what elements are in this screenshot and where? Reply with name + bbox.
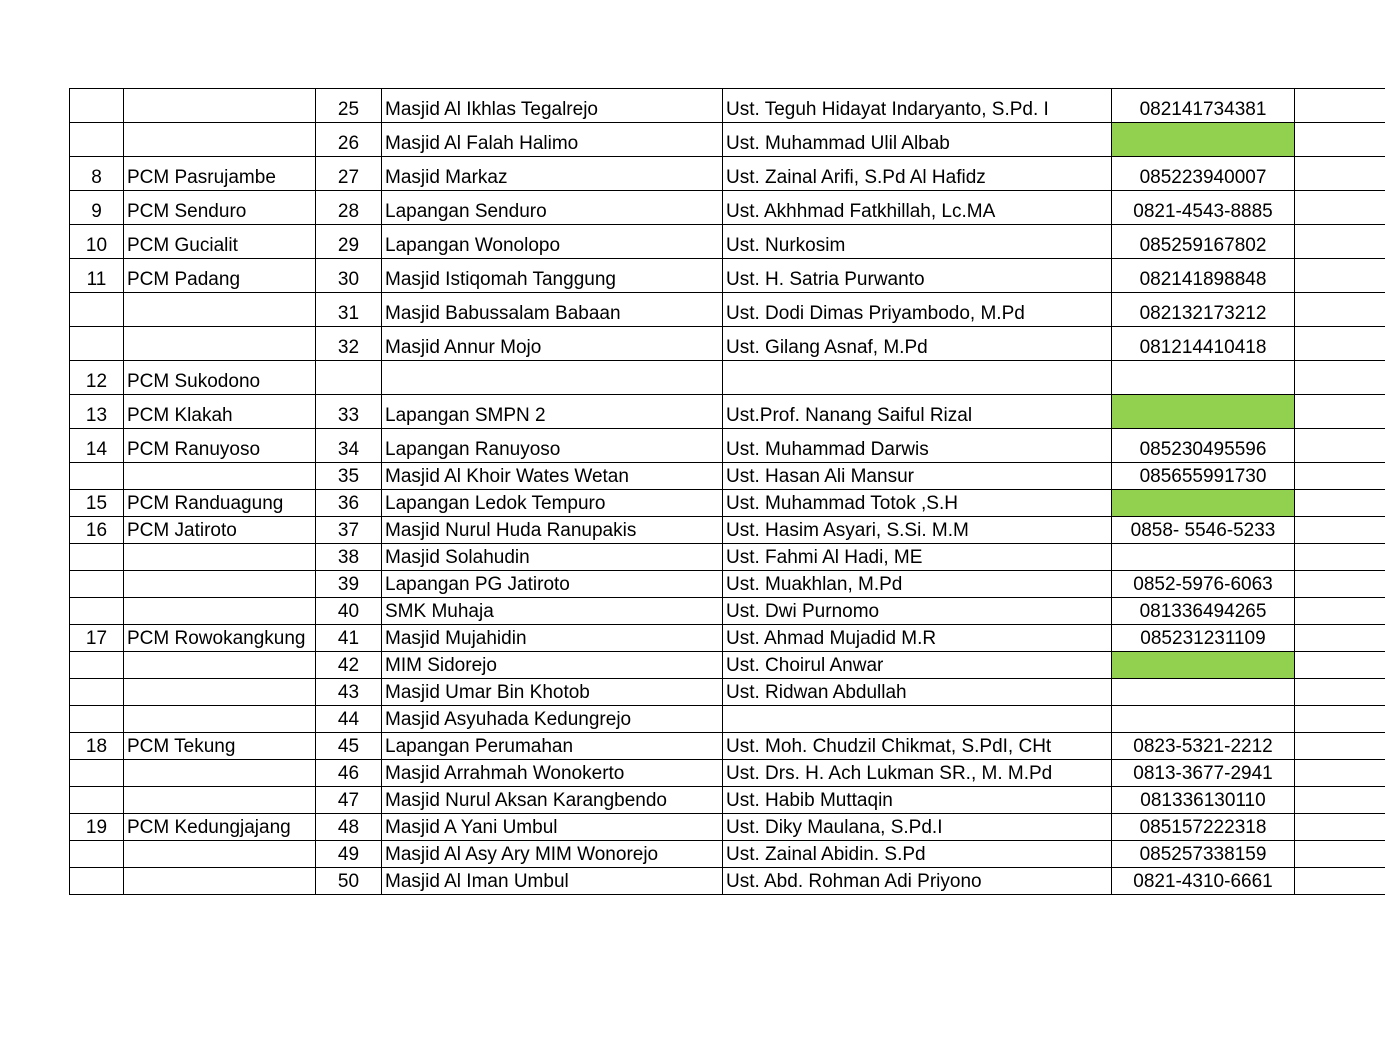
table-row [70,490,1385,517]
phone-cell: 082141898848 [1112,259,1295,293]
phone-cell: 085157222318 [1112,814,1295,841]
pcm-number-cell [70,463,124,490]
speaker-cell: Ust. Hasim Asyari, S.Si. M.M [723,517,1112,544]
phone-cell: 081336130110 [1112,787,1295,814]
pcm-name-cell: PCM Sukodono [124,361,316,395]
empty-cell [1295,733,1385,760]
location-cell: Lapangan Senduro [382,191,723,225]
phone-cell [1112,544,1295,571]
empty-cell [1295,327,1385,361]
location-cell: Masjid Umar Bin Khotob [382,679,723,706]
location-number-cell: 30 [316,259,382,293]
pcm-number-cell [70,841,124,868]
speaker-cell: Ust. Muhammad Totok ,S.H [723,490,1112,517]
speaker-cell: Ust. Drs. H. Ach Lukman SR., M. M.Pd [723,760,1112,787]
empty-cell [1295,293,1385,327]
empty-cell [1295,259,1385,293]
location-cell: Masjid Mujahidin [382,625,723,652]
empty-cell [1295,868,1385,895]
empty-cell [1295,517,1385,544]
phone-cell [1112,395,1295,429]
location-cell: Lapangan Wonolopo [382,225,723,259]
phone-cell: 0823-5321-2212 [1112,733,1295,760]
pcm-name-cell: PCM Randuagung [124,490,316,517]
location-number-cell: 42 [316,652,382,679]
speaker-cell: Ust.Prof. Nanang Saiful Rizal [723,395,1112,429]
pcm-name-cell [124,679,316,706]
empty-cell [1295,395,1385,429]
speaker-cell: Ust. Abd. Rohman Adi Priyono [723,868,1112,895]
location-number-cell: 32 [316,327,382,361]
location-number-cell: 47 [316,787,382,814]
pcm-number-cell: 11 [70,259,124,293]
pcm-number-cell [70,652,124,679]
pcm-number-cell: 15 [70,490,124,517]
speaker-cell: Ust. Dodi Dimas Priyambodo, M.Pd [723,293,1112,327]
pcm-name-cell [124,544,316,571]
location-cell: Masjid Asyuhada Kedungrejo [382,706,723,733]
pcm-number-cell [70,679,124,706]
table-row [70,293,1385,327]
table-row [70,760,1385,787]
speaker-cell: Ust. Teguh Hidayat Indaryanto, S.Pd. I [723,89,1112,123]
location-cell: Lapangan Ranuyoso [382,429,723,463]
table-row [70,429,1385,463]
location-number-cell: 33 [316,395,382,429]
speaker-cell: Ust. Dwi Purnomo [723,598,1112,625]
phone-cell: 082132173212 [1112,293,1295,327]
phone-cell: 0852-5976-6063 [1112,571,1295,598]
location-cell: SMK Muhaja [382,598,723,625]
empty-cell [1295,463,1385,490]
location-cell: MIM Sidorejo [382,652,723,679]
speaker-cell: Ust. Akhhmad Fatkhillah, Lc.MA [723,191,1112,225]
pcm-number-cell [70,787,124,814]
location-cell: Masjid Al Iman Umbul [382,868,723,895]
location-cell: Masjid A Yani Umbul [382,814,723,841]
location-cell: Lapangan SMPN 2 [382,395,723,429]
table-row [70,679,1385,706]
table-row [70,225,1385,259]
pcm-name-cell [124,787,316,814]
pcm-name-cell: PCM Tekung [124,733,316,760]
pcm-number-cell: 10 [70,225,124,259]
phone-cell [1112,679,1295,706]
empty-cell [1295,841,1385,868]
pcm-number-cell [70,293,124,327]
table-row [70,706,1385,733]
table-row [70,733,1385,760]
pcm-number-cell [70,571,124,598]
pcm-number-cell [70,598,124,625]
location-number-cell: 46 [316,760,382,787]
table-row [70,787,1385,814]
pcm-number-cell [70,760,124,787]
schedule-table [69,88,1385,895]
phone-cell [1112,706,1295,733]
pcm-name-cell: PCM Ranuyoso [124,429,316,463]
location-number-cell: 34 [316,429,382,463]
phone-cell: 085231231109 [1112,625,1295,652]
empty-cell [1295,706,1385,733]
location-number-cell: 39 [316,571,382,598]
location-number-cell: 37 [316,517,382,544]
pcm-number-cell: 12 [70,361,124,395]
speaker-cell: Ust. Muhammad Darwis [723,429,1112,463]
pcm-number-cell [70,868,124,895]
phone-cell [1112,361,1295,395]
location-number-cell: 36 [316,490,382,517]
empty-cell [1295,571,1385,598]
location-number-cell: 50 [316,868,382,895]
phone-cell: 085230495596 [1112,429,1295,463]
location-number-cell [316,361,382,395]
table-row [70,598,1385,625]
location-cell: Masjid Solahudin [382,544,723,571]
pcm-number-cell: 17 [70,625,124,652]
pcm-name-cell [124,571,316,598]
speaker-cell: Ust. Muhammad Ulil Albab [723,123,1112,157]
phone-cell [1112,490,1295,517]
empty-cell [1295,123,1385,157]
empty-cell [1295,652,1385,679]
phone-cell: 0858- 5546-5233 [1112,517,1295,544]
empty-cell [1295,157,1385,191]
empty-cell [1295,544,1385,571]
location-number-cell: 41 [316,625,382,652]
location-number-cell: 29 [316,225,382,259]
table-row [70,814,1385,841]
pcm-number-cell: 13 [70,395,124,429]
location-number-cell: 43 [316,679,382,706]
location-cell: Masjid Arrahmah Wonokerto [382,760,723,787]
speaker-cell: Ust. Diky Maulana, S.Pd.I [723,814,1112,841]
phone-cell: 0821-4310-6661 [1112,868,1295,895]
location-number-cell: 27 [316,157,382,191]
location-cell: Masjid Al Asy Ary MIM Wonorejo [382,841,723,868]
table-row [70,841,1385,868]
pcm-number-cell: 8 [70,157,124,191]
pcm-name-cell [124,598,316,625]
table-row [70,259,1385,293]
pcm-name-cell [124,760,316,787]
location-cell: Masjid Al Falah Halimo [382,123,723,157]
phone-cell: 0813-3677-2941 [1112,760,1295,787]
pcm-number-cell: 18 [70,733,124,760]
pcm-name-cell: PCM Rowokangkung [124,625,316,652]
empty-cell [1295,361,1385,395]
pcm-name-cell: PCM Gucialit [124,225,316,259]
speaker-cell: Ust. Ridwan Abdullah [723,679,1112,706]
location-number-cell: 31 [316,293,382,327]
location-number-cell: 40 [316,598,382,625]
location-number-cell: 45 [316,733,382,760]
location-cell: Masjid Nurul Huda Ranupakis [382,517,723,544]
location-number-cell: 26 [316,123,382,157]
pcm-name-cell: PCM Pasrujambe [124,157,316,191]
speaker-cell: Ust. Fahmi Al Hadi, ME [723,544,1112,571]
location-cell: Masjid Babussalam Babaan [382,293,723,327]
table-row [70,395,1385,429]
speaker-cell: Ust. Gilang Asnaf, M.Pd [723,327,1112,361]
empty-cell [1295,760,1385,787]
table-row [70,123,1385,157]
location-number-cell: 25 [316,89,382,123]
pcm-name-cell: PCM Padang [124,259,316,293]
location-number-cell: 38 [316,544,382,571]
pcm-name-cell [124,327,316,361]
location-number-cell: 49 [316,841,382,868]
table-row [70,517,1385,544]
pcm-name-cell: PCM Jatiroto [124,517,316,544]
location-cell: Masjid Markaz [382,157,723,191]
table-row [70,463,1385,490]
pcm-name-cell [124,89,316,123]
pcm-number-cell: 19 [70,814,124,841]
location-cell [382,361,723,395]
location-cell: Lapangan Perumahan [382,733,723,760]
table-row [70,157,1385,191]
table-row [70,625,1385,652]
location-number-cell: 28 [316,191,382,225]
speaker-cell: Ust. H. Satria Purwanto [723,259,1112,293]
pcm-number-cell: 14 [70,429,124,463]
table-row [70,191,1385,225]
empty-cell [1295,679,1385,706]
table-row [70,571,1385,598]
empty-cell [1295,225,1385,259]
speaker-cell [723,706,1112,733]
table-row [70,868,1385,895]
pcm-name-cell [124,652,316,679]
pcm-name-cell [124,293,316,327]
location-number-cell: 35 [316,463,382,490]
location-number-cell: 44 [316,706,382,733]
phone-cell: 081214410418 [1112,327,1295,361]
speaker-cell: Ust. Hasan Ali Mansur [723,463,1112,490]
location-cell: Masjid Nurul Aksan Karangbendo [382,787,723,814]
pcm-name-cell [124,868,316,895]
pcm-name-cell: PCM Kedungjajang [124,814,316,841]
pcm-name-cell [124,123,316,157]
speaker-cell: Ust. Habib Muttaqin [723,787,1112,814]
speaker-cell: Ust. Nurkosim [723,225,1112,259]
empty-cell [1295,191,1385,225]
empty-cell [1295,787,1385,814]
empty-cell [1295,814,1385,841]
pcm-name-cell: PCM Klakah [124,395,316,429]
table-row [70,652,1385,679]
speaker-cell: Ust. Choirul Anwar [723,652,1112,679]
phone-cell [1112,652,1295,679]
empty-cell [1295,429,1385,463]
schedule-table-body [70,89,1385,895]
location-cell: Lapangan Ledok Tempuro [382,490,723,517]
speaker-cell: Ust. Moh. Chudzil Chikmat, S.PdI, CHt [723,733,1112,760]
phone-cell: 081336494265 [1112,598,1295,625]
speaker-cell [723,361,1112,395]
speaker-cell: Ust. Zainal Abidin. S.Pd [723,841,1112,868]
phone-cell: 0821-4543-8885 [1112,191,1295,225]
phone-cell [1112,123,1295,157]
location-cell: Masjid Al Ikhlas Tegalrejo [382,89,723,123]
location-cell: Masjid Al Khoir Wates Wetan [382,463,723,490]
location-number-cell: 48 [316,814,382,841]
table-row [70,327,1385,361]
pcm-number-cell [70,544,124,571]
empty-cell [1295,89,1385,123]
location-cell: Masjid Istiqomah Tanggung [382,259,723,293]
empty-cell [1295,598,1385,625]
phone-cell: 085223940007 [1112,157,1295,191]
pcm-number-cell: 16 [70,517,124,544]
pcm-number-cell [70,89,124,123]
pcm-name-cell [124,841,316,868]
pcm-name-cell [124,463,316,490]
speaker-cell: Ust. Zainal Arifi, S.Pd Al Hafidz [723,157,1112,191]
speaker-cell: Ust. Muakhlan, M.Pd [723,571,1112,598]
phone-cell: 082141734381 [1112,89,1295,123]
location-cell: Masjid Annur Mojo [382,327,723,361]
phone-cell: 085259167802 [1112,225,1295,259]
phone-cell: 085655991730 [1112,463,1295,490]
empty-cell [1295,625,1385,652]
table-row [70,361,1385,395]
pcm-number-cell [70,123,124,157]
location-cell: Lapangan PG Jatiroto [382,571,723,598]
speaker-cell: Ust. Ahmad Mujadid M.R [723,625,1112,652]
table-row [70,89,1385,123]
pcm-number-cell [70,327,124,361]
empty-cell [1295,490,1385,517]
pcm-number-cell: 9 [70,191,124,225]
pcm-number-cell [70,706,124,733]
pcm-name-cell: PCM Senduro [124,191,316,225]
pcm-name-cell [124,706,316,733]
phone-cell: 085257338159 [1112,841,1295,868]
table-row [70,544,1385,571]
